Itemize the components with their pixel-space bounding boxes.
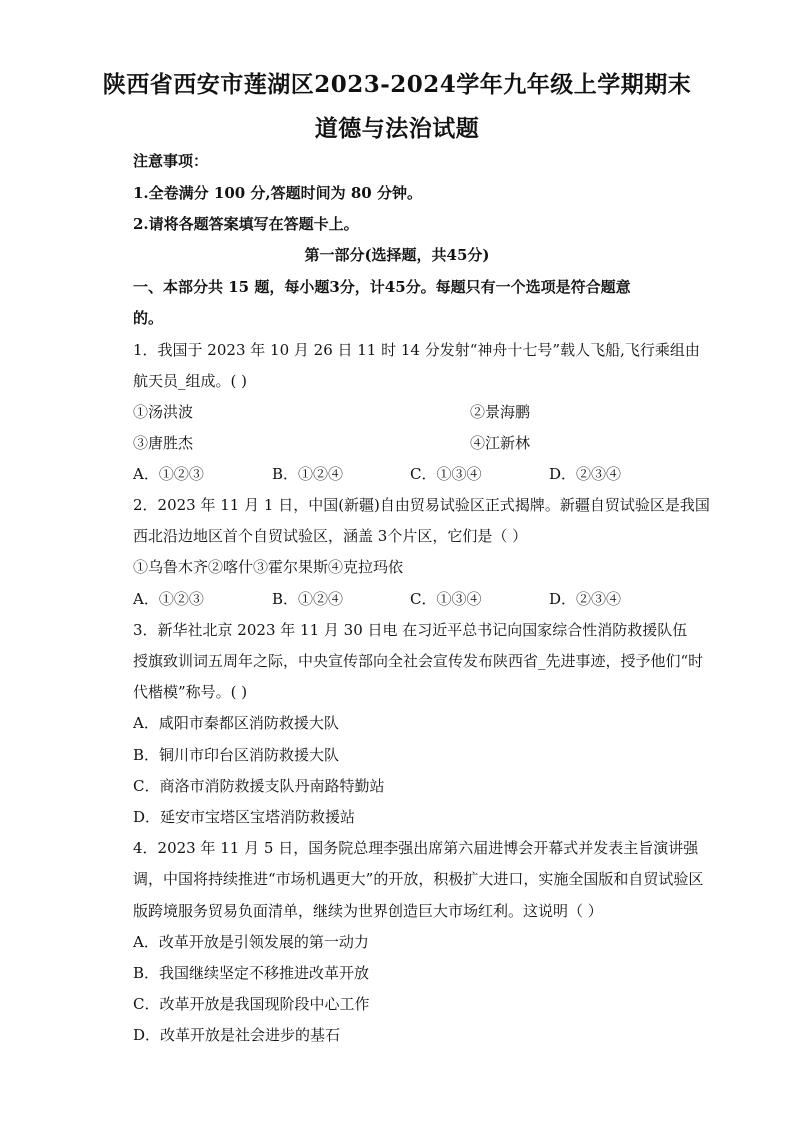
- notice-item-1: 1.全卷满分 100 分,答题时间为 80 分钟。: [133, 184, 422, 202]
- q2-stem-line2: 西北沿边地区首个自贸试验区，涵盖 3个片区，它们是（ ）: [133, 527, 528, 545]
- q2-option-d: D．②③④: [549, 590, 622, 608]
- q2-stem-line1: 2．2023 年 11 月 1 日，中国(新疆)自由贸易试验区正式揭牌。新疆自贸试验区是我国: [133, 496, 710, 514]
- q1-statement-1: ①汤洪波: [133, 403, 194, 421]
- part1-title: 第一部分(选择题，共45分): [304, 246, 490, 264]
- q4-stem-line2: 调，中国将持续推进“市场机遇更大”的开放，积极扩大进口，实施全国版和自贸试验区: [133, 870, 704, 888]
- q4-option-d: D．改革开放是社会进步的基石: [133, 1026, 341, 1044]
- q1-stem-line1: 1．我国于 2023 年 10 月 26 日 11 时 14 分发射“神舟十七号”载人飞船,飞行乘组由: [133, 341, 700, 359]
- q2-statements: ①乌鲁木齐②喀什③霍尔果斯④克拉玛依: [133, 558, 404, 576]
- q2-option-c: C．①③④: [410, 590, 482, 608]
- q3-stem-line2: 授旗致训词五周年之际，中央宣传部向全社会宣传发布陕西省_先进事迹，授予他们“时: [133, 652, 704, 670]
- q4-option-b: B．我国继续坚定不移推进改革开放: [133, 964, 370, 982]
- q1-option-d: D．②③④: [549, 465, 622, 483]
- q3-option-c: C．商洛市消防救援支队丹南路特勤站: [133, 777, 385, 795]
- q1-statement-4: ④江新林: [470, 434, 531, 452]
- q1-option-a: A．①②③: [133, 465, 204, 483]
- notice-item-2: 2.请将各题答案填写在答题卡上。: [133, 215, 359, 233]
- q3-stem-line3: 代楷模”称号。( ): [133, 683, 248, 701]
- q4-option-c: C．改革开放是我国现阶段中心工作: [133, 995, 370, 1013]
- part1-instruction-line2: 的。: [133, 309, 164, 327]
- q3-stem-line1: 3．新华社北京 2023 年 11 月 30 日电 在习近平总书记向国家综合性消防救援队伍: [133, 621, 688, 639]
- q3-option-a: A．咸阳市秦都区消防救援大队: [133, 714, 339, 732]
- q1-statement-3: ③唐胜杰: [133, 434, 194, 452]
- q4-stem-line1: 4．2023 年 11 月 5 日，国务院总理李强出席第六届进博会开幕式并发表主旨演讲强: [133, 839, 699, 857]
- q1-statement-2: ②景海鹏: [470, 403, 531, 421]
- q4-stem-line3: 版跨境服务贸易负面清单，继续为世界创造巨大市场红利。这说明（ ）: [133, 902, 603, 920]
- q4-option-a: A．改革开放是引领发展的第一动力: [133, 933, 369, 951]
- exam-title-line1: 陕西省西安市莲湖区2023-2024学年九年级上学期期末: [102, 71, 692, 98]
- q1-stem-line2: 航天员_组成。( ): [133, 372, 247, 390]
- q3-option-b: B．铜川市印台区消防救援大队: [133, 746, 340, 764]
- exam-title-line2: 道德与法治试题: [314, 115, 480, 142]
- q2-option-a: A．①②③: [133, 590, 204, 608]
- notice-heading: 注意事项：: [133, 152, 209, 170]
- q3-option-d: D．延安市宝塔区宝塔消防救援站: [133, 808, 356, 826]
- q1-option-c: C．①③④: [410, 465, 482, 483]
- q2-option-b: B．①②④: [272, 590, 344, 608]
- part1-instruction-line1: 一、本部分共 15 题，每小题3分，计45分。每题只有一个选项是符合题意: [133, 278, 631, 296]
- q1-option-b: B．①②④: [272, 465, 344, 483]
